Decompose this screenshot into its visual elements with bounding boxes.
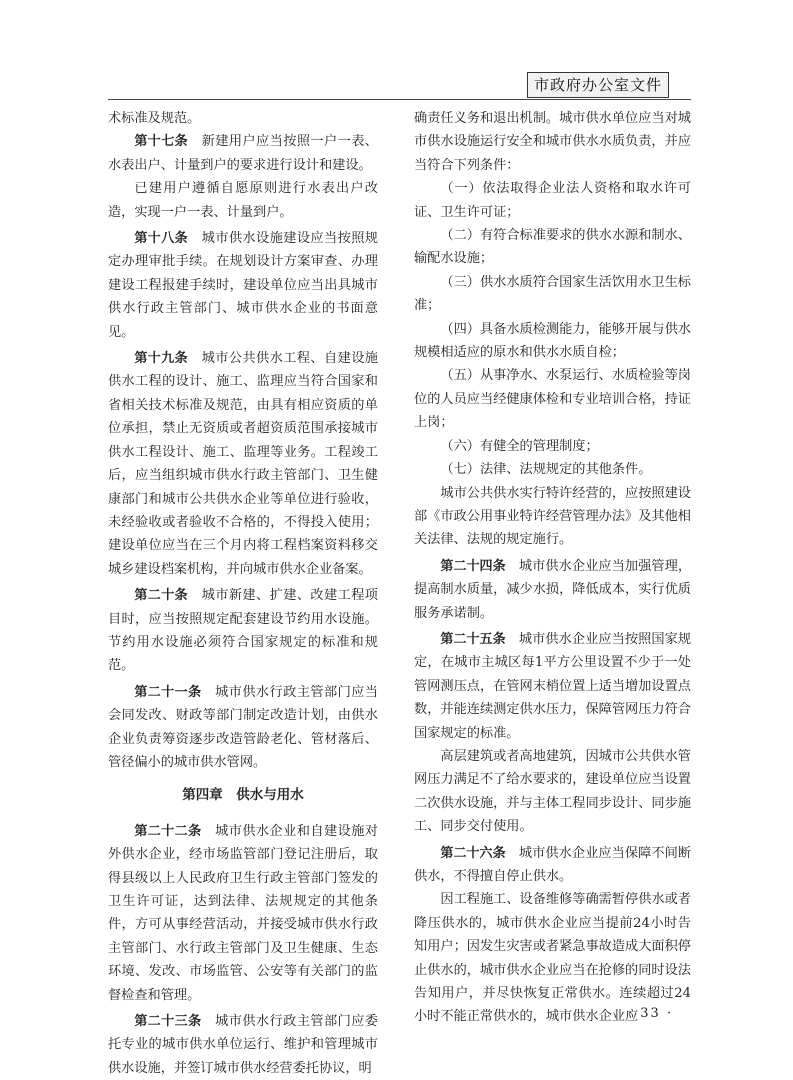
article-20 bbox=[108, 584, 378, 678]
paragraph: 已建用户遵循自愿原则进行水表出户改造，实现一户一表、计量到户。 bbox=[108, 181, 378, 220]
list-item: （三）供水水质符合国家生活饮用水卫生标准； bbox=[414, 274, 691, 314]
right-column bbox=[414, 107, 691, 1029]
list-item: （七）法律、法规规定的其他条件。 bbox=[440, 462, 652, 478]
paragraph-continuation: 确责任义务和退出机制。城市供水单位应当对城市供水设施运行安全和城市供水水质负责，并应当符合下列条件： bbox=[414, 111, 691, 173]
article-label: 第二十二条 bbox=[134, 823, 202, 839]
article-text: 城市新建、扩建、改建工程项目时，应当按照规定配套建设节约用水设施。节约用水设施必须符合国家规定的标准和规范。 bbox=[108, 588, 378, 674]
list-item: （五）从事净水、水泵运行、水质检验等岗位的人员应当经健康体检和专业培训合格，持证上岗； bbox=[414, 368, 691, 431]
article-22 bbox=[108, 820, 378, 1007]
article-label: 第二十六条 bbox=[440, 845, 506, 861]
header-title: 市政府办公室文件 bbox=[527, 72, 669, 98]
page-number: · 33 · bbox=[628, 1006, 674, 1021]
article-text: 城市供水企业应当按照国家规定，在城市主城区每1平方公里设置不少于一处管网测压点，在管网末梢位置上适当增加设置点数，并能连续测定供水压力，保障管网压力符合国家规定的标准。 bbox=[414, 631, 692, 741]
paragraph-continuation: 术标准及规范。 bbox=[108, 111, 201, 126]
article-23 bbox=[108, 1010, 378, 1080]
left-column bbox=[108, 107, 378, 1080]
article-text: 城市供水行政主管部门应当会同发改、财政等部门制定改造计划，由供水企业负责筹资逐步改造管龄老化、管材落后、管径偏小的城市供水管网。 bbox=[108, 684, 378, 770]
article-text: 新建用户应当按照一户一表、水表出户、计量到户的要求进行设计和建设。 bbox=[108, 134, 378, 173]
article-label: 第十九条 bbox=[134, 351, 189, 367]
article-label: 第二十五条 bbox=[440, 631, 506, 647]
article-18 bbox=[108, 227, 378, 344]
header-rule bbox=[108, 99, 691, 100]
paragraph: 高层建筑或者高地建筑，因城市公共供水管网压力满足不了给水要求的，建设单位应当设置二次供水设施，并与主体工程同步设计、同步施工、同步交付使用。 bbox=[414, 748, 691, 835]
article-text: 城市供水企业和自建设施对外供水企业，经市场监管部门登记注册后，取得县级以上人民政府卫生行政主管部门签发的卫生许可证，达到法律、法规规定的其他条件，方可从事经营活动，并接受城市供水行政主管部门、水行政主管部门及卫生健康、生态环境、发改、市场监管、公安等有关部门的监督检查和管理。 bbox=[108, 823, 378, 1003]
article-21 bbox=[108, 681, 378, 775]
list-item: （一）依法取得企业法人资格和取水许可证、卫生许可证； bbox=[414, 181, 691, 220]
article-text: 城市公共供水工程、自建设施供水工程的设计、施工、监理应当符合国家和省相关技术标准及规范，由具有相应资质的单位承担，禁止无资质或者超资质范围承接城市供水工程设计、施工、监理等业务。工程竣工后，应当组织城市供水行政主管部门、卫生健康部门和城市公共供水企业等单位进行验收，未经验收或者验收不合格的，不得投入使用；建设单位应当在三个月内将工程档案资料移交城乡建设档案机构，并向城市供水企业备案。 bbox=[108, 351, 378, 577]
article-24 bbox=[414, 555, 691, 625]
article-25 bbox=[414, 628, 691, 745]
article-label: 第二十四条 bbox=[440, 558, 506, 574]
article-17 bbox=[108, 130, 378, 177]
chapter-heading: 第四章 供水与用水 bbox=[182, 787, 304, 804]
article-label: 第二十三条 bbox=[134, 1014, 202, 1030]
list-item: （四）具备水质检测能力，能够开展与供水规模相适应的原水和供水水质自检； bbox=[414, 321, 691, 361]
article-19 bbox=[108, 347, 378, 581]
paragraph: 城市公共供水实行特许经营的，应按照建设部《市政公用事业特许经营管理办法》及其他相关法律、法规的规定施行。 bbox=[414, 485, 691, 548]
article-26 bbox=[414, 842, 691, 889]
article-text: 城市供水行政主管部门应委托专业的城市供水单位运行、维护和管理城市供水设施，并签订城市供水经营委托协议，明 bbox=[108, 1014, 378, 1076]
article-text: 城市供水企业应当加强管理，提高制水质量，减少水损，降低成本，实行优质服务承诺制。 bbox=[414, 558, 692, 621]
list-item: （二）有符合标准要求的供水水源和制水、输配水设施； bbox=[414, 228, 691, 267]
article-label: 第二十一条 bbox=[134, 684, 202, 700]
article-label: 第十七条 bbox=[134, 134, 189, 150]
article-label: 第二十条 bbox=[134, 588, 189, 604]
article-text: 城市供水企业应当保障不间断供水，不得擅自停止供水。 bbox=[414, 845, 692, 884]
list-item: （六）有健全的管理制度； bbox=[440, 438, 599, 454]
paragraph: 因工程施工、设备维修等确需暂停供水或者降压供水的，城市供水企业应当提前24小时告知用户；因发生灾害或者紧急事故造成大面积停止供水的，城市供水企业应当在抢修的同时设法告知用户，并尽快恢复正常供水。连续超过24小时不能正常供水的，城市供水企业应 bbox=[414, 892, 691, 1025]
article-label: 第十八条 bbox=[134, 231, 189, 247]
article-text: 城市供水设施建设应当按照规定办理审批手续。在规划设计方案审查、办理建设工程报建手续时，建设单位应当出具城市供水行政主管部门、城市供水企业的书面意见。 bbox=[108, 231, 378, 340]
